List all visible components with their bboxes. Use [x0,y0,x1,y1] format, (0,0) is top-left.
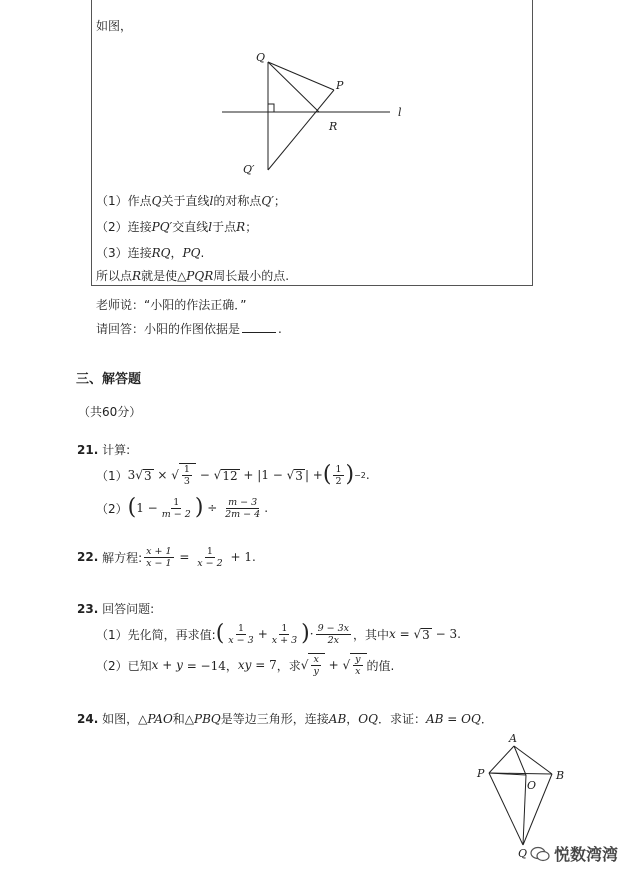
label-l: l [398,106,402,119]
answer-prompt: 请回答：小阳的作图依据是 . [96,322,282,336]
q22: 22. 解方程: $\frac{x + 1}{x - 1}$ = $\frac{1}{x - 2}$ + 1. [77,545,256,569]
step-2: （2）连接PQ′交直线l于点R； [96,220,258,234]
q21-part2: （2） ( 1 − $\frac{1}{m - 2}$ ) ÷ $\frac{m - 3}{2m - 4}$ . [96,495,269,520]
label-P: P [477,767,485,780]
q23-part1: （1）先化简，再求值: ( $\frac{1}{x - 3}$ + $\frac{1}{x + 3}$ ) · $\frac{9 - 3x}{2x}$ ，其中 x = √ 3 − 3. [96,621,461,646]
q24: 24. 如图，△PAO和△PBQ是等边三角形，连接AB，OQ．求证：AB = OQ． [77,712,493,726]
label-Q: Q [256,51,266,64]
label-Qprime: Q′ [243,163,255,176]
q23-part2: （2）已知 x + y = −14， xy = 7 ，求 √ $\frac{x}{y}$ + √ $\frac{y}{x}$ 的值. [96,654,395,677]
label-O: O [527,779,537,792]
watermark: 悦数湾湾 [530,842,618,865]
q21-heading: 21. 计算: [77,443,131,457]
segment-PQ [489,773,523,845]
label-B: B [556,769,565,782]
q23-heading: 23. 回答问题: [77,602,155,616]
segment-OQ [523,775,526,845]
label-P: P [336,79,344,92]
label-R: R [329,120,338,133]
section-points: （共60分） [78,405,142,419]
label-Q: Q [518,847,528,860]
box-intro: 如图， [96,19,133,33]
step-3: （3）连接RQ，PQ. [96,246,205,260]
segment-PA [489,746,514,773]
conclusion: 所以点R就是使△PQR周长最小的点. [96,269,290,283]
label-A: A [509,732,517,745]
teacher-remark: 老师说：“小阳的作法正确．” [96,298,247,312]
step-1: （1）作点Q关于直线l的对称点Q′； [96,194,286,208]
wechat-icon [530,846,550,862]
section-title: 三、解答题 [76,372,142,387]
q21-part1: （1） 3 √ 3 × √ $\frac{1}{3}$ − √ 12 + |1 − √ 3 | + ( $\frac{1}{2}$ ) −2 . [96,462,370,487]
